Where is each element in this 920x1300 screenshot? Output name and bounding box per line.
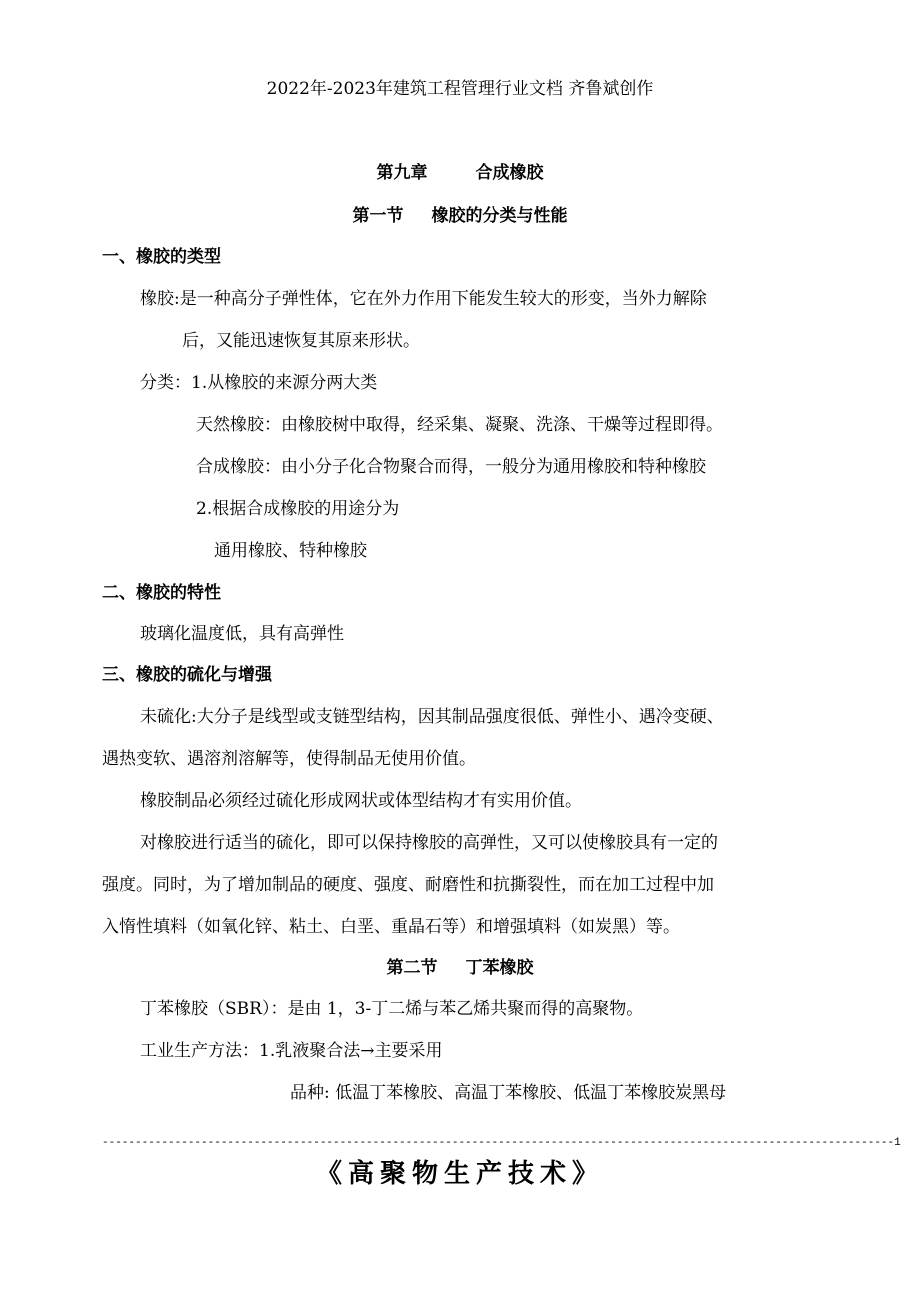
part2-heading: 二、橡胶的特性 bbox=[102, 583, 221, 603]
section1-title bbox=[0, 205, 920, 227]
chapter-number: 第九章 bbox=[376, 163, 428, 183]
section2-number: 第二节 bbox=[386, 958, 438, 978]
part1-heading: 一、橡胶的类型 bbox=[102, 247, 221, 267]
section1-number: 第一节 bbox=[352, 206, 404, 226]
section2-title bbox=[0, 957, 920, 979]
part3-heading: 三、橡胶的硫化与增强 bbox=[102, 665, 272, 685]
unvulcanized-line2: 遇热变软、遇溶剂溶解等，使得制品无使用价值。 bbox=[102, 749, 476, 769]
natural-rubber-line: 天然橡胶：由橡胶树中取得，经采集、凝聚、洗涤、干燥等过程即得。 bbox=[196, 415, 723, 435]
book-title: 《高聚物生产技术》 bbox=[315, 1159, 604, 1189]
sbr-definition-line: 丁苯橡胶（SBR）：是由 1，3-丁二烯与苯乙烯共聚而得的高聚物。 bbox=[140, 999, 644, 1019]
synthetic-rubber-line: 合成橡胶：由小分子化合物聚合而得，一般分为通用橡胶和特种橡胶 bbox=[196, 457, 706, 477]
classification-line: 分类：1.从橡胶的来源分两大类 bbox=[140, 373, 378, 393]
by-use-line: 2.根据合成橡胶的用途分为 bbox=[196, 499, 400, 519]
footer-rule bbox=[102, 1136, 901, 1150]
vulcanization-para-line2: 强度。同时，为了增加制品的硬度、强度、耐磨性和抗撕裂性，而在加工过程中加 bbox=[102, 875, 714, 895]
page-header: 2022年-2023年建筑工程管理行业文档 齐鲁斌创作 bbox=[266, 79, 654, 99]
unvulcanized-line1: 未硫化:大分子是线型或支链型结构，因其制品强度很低、弹性小、遇冷变硬、 bbox=[140, 707, 724, 727]
production-method-line: 工业生产方法：1.乳液聚合法→主要采用 bbox=[140, 1041, 443, 1061]
section1-name: 橡胶的分类与性能 bbox=[431, 206, 568, 226]
page-number: 1 bbox=[894, 1137, 901, 1149]
vulcanization-para-line1: 对橡胶进行适当的硫化，即可以保持橡胶的高弹性，又可以使橡胶具有一定的 bbox=[140, 833, 718, 853]
vulcanization-para-line3: 入惰性填料（如氧化锌、粘土、白垩、重晶石等）和增强填料（如炭黑）等。 bbox=[102, 917, 680, 937]
vulcanization-need-line: 橡胶制品必须经过硫化形成网状或体型结构才有实用价值。 bbox=[140, 791, 582, 811]
rubber-definition-line1: 橡胶:是一种高分子弹性体，它在外力作用下能发生较大的形变，当外力解除 bbox=[140, 289, 707, 309]
chapter-name: 合成橡胶 bbox=[475, 163, 544, 183]
rubber-definition-line2: 后，又能迅速恢复其原来形状。 bbox=[182, 331, 420, 351]
rubber-types-line: 通用橡胶、特种橡胶 bbox=[214, 541, 367, 561]
footer-dashes: ------------------------------------------------------------------------------------------------------------------------ bbox=[102, 1137, 895, 1149]
chapter-title bbox=[0, 162, 920, 184]
section2-name: 丁苯橡胶 bbox=[465, 958, 534, 978]
properties-line: 玻璃化温度低，具有高弹性 bbox=[140, 624, 344, 644]
varieties-line: 品种: 低温丁苯橡胶、高温丁苯橡胶、低温丁苯橡胶炭黑母 bbox=[290, 1083, 727, 1103]
